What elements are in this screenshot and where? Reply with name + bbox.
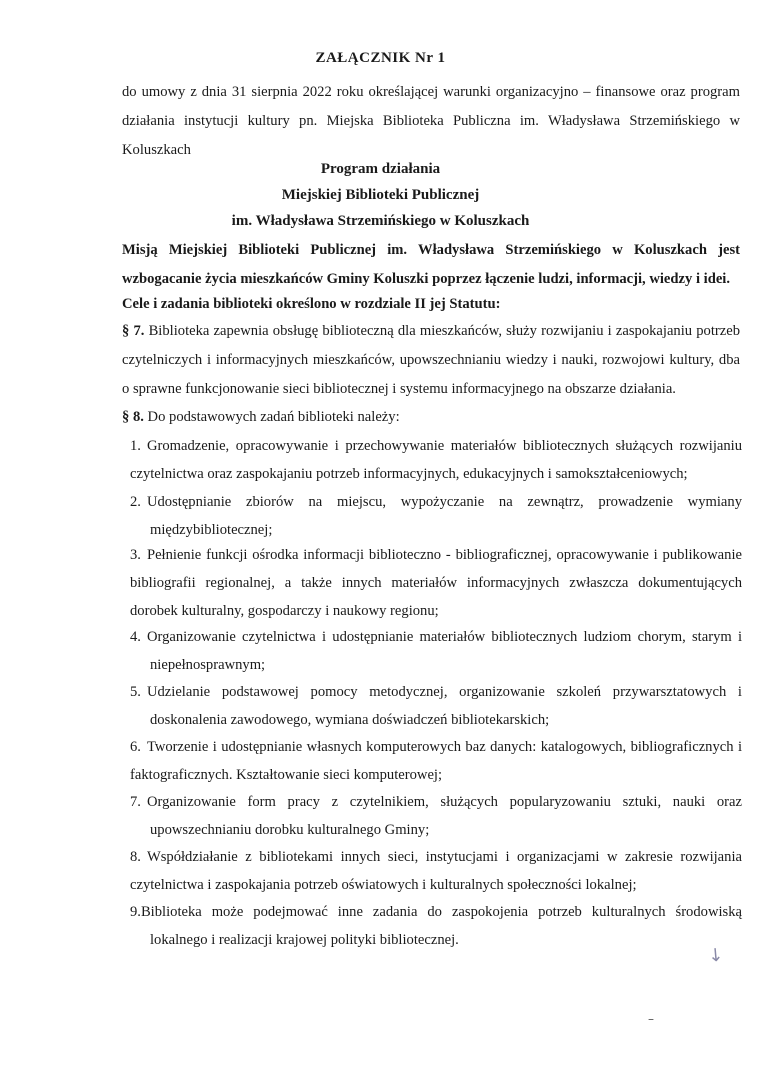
task-item-9 — [130, 898, 742, 954]
task-text: Udzielanie podstawowej pomocy metodycznej, organizowanie szkoleń przywarsztatowych i doskonalenia zawodowego, wymiana doświadczeń bibliotekarskich; — [146, 684, 742, 728]
task-item-8 — [130, 843, 742, 899]
task-item-4 — [130, 623, 742, 679]
task-text: Tworzenie i udostępnianie własnych komputerowych baz danych: katalogowych, bibliograficznych i faktograficznych. Kształtowanie sieci komputerowej; — [130, 739, 742, 783]
task-number: 5. — [130, 684, 141, 700]
program-title-line-1: Program działania — [320, 161, 441, 177]
pen-mark-icon: ↘ — [703, 941, 729, 968]
section-8 — [122, 403, 740, 432]
task-text: Pełnienie funkcji ośrodka informacji biblioteczno - bibliograficznej, opracowywanie i publikowanie bibliografii regionalnej, a także innych materiałów informacyjnych zwłaszcza dokumentujących dorobek kulturalny, gospodarczy i naukowy regionu; — [130, 547, 742, 619]
section-8-text: Do podstawowych zadań biblioteki należy: — [147, 409, 400, 425]
task-number: 7. — [130, 794, 141, 810]
task-item-6 — [130, 733, 742, 789]
task-number: 1. — [130, 438, 141, 454]
goals-heading: Cele i zadania biblioteki określono w rozdziale II jej Statutu: — [122, 296, 501, 312]
task-item-7 — [130, 788, 742, 844]
task-text: Gromadzenie, opracowywanie i przechowywanie materiałów bibliotecznych służących rozwijaniu czytelnictwa oraz zaspokajaniu potrzeb informacyjnych, edukacyjnych i samokształceniowych; — [130, 438, 742, 482]
task-text: Udostępnianie zbiorów na miejscu, wypożyczanie na zewnątrz, prowadzenie wymiany międzybibliotecznej; — [146, 494, 742, 538]
attachment-title: ZAŁĄCZNIK Nr 1 — [315, 50, 446, 66]
intro-paragraph: do umowy z dnia 31 sierpnia 2022 roku określającej warunki organizacyjno – finansowe oraz program działania instytucji kultury pn. Miejska Biblioteka Publiczna im. Władysława Strzemińskiego w Koluszkach — [122, 84, 740, 158]
task-number: 8. — [130, 849, 141, 865]
section-7-text: Biblioteka zapewnia obsługę biblioteczną dla mieszkańców, służy rozwijaniu i zaspokajaniu potrzeb czytelniczych i informacyjnych mieszkańców, upowszechnianiu wiedzy i nauki, rozwojowi kultury, dba o sprawne funkcjonowanie sieci bibliotecznej i systemu informacyjnego na obszarze działania. — [122, 323, 740, 397]
task-text: Współdziałanie z bibliotekami innych sieci, instytucjami i organizacjami w zakresie rozwijania czytelnictwa i zaspokajania potrzeb oświatowych i kulturalnych społeczności lokalnej; — [130, 849, 742, 893]
task-number: 9. — [130, 904, 141, 920]
task-item-5 — [130, 678, 742, 734]
task-text: Biblioteka może podejmować inne zadania do zaspokojenia potrzeb kulturalnych środowiską lokalnego i realizacji krajowej polityki bibliotecznej. — [140, 904, 742, 948]
section-7-label: § 7. — [122, 323, 145, 339]
section-7 — [122, 317, 740, 404]
task-text: Organizowanie czytelnictwa i udostępnianie materiałów bibliotecznych ludziom chorym, starym i niepełnosprawnym; — [146, 629, 742, 673]
mission-statement: Misją Miejskiej Biblioteki Publicznej im. Władysława Strzemińskiego w Koluszkach jest wzbogacanie życia mieszkańców Gminy Koluszki poprzez łączenie ludzi, informacji, wiedzy i idei. — [122, 242, 740, 287]
task-item-3 — [130, 541, 742, 625]
task-number: 3. — [130, 547, 141, 563]
program-title-line-3: im. Władysława Strzemińskiego w Koluszkach — [231, 213, 530, 229]
task-number: 4. — [130, 629, 141, 645]
task-item-2 — [130, 488, 742, 544]
task-number: 6. — [130, 739, 141, 755]
task-number: 2. — [130, 494, 141, 510]
section-8-label: § 8. — [122, 409, 144, 425]
task-item-1 — [130, 432, 742, 488]
dash-mark-icon: – — [648, 1012, 654, 1026]
task-text: Organizowanie form pracy z czytelnikiem, służących popularyzowaniu sztuki, nauki oraz upowszechnianiu dorobku kulturalnego Gminy; — [146, 794, 742, 838]
program-title — [0, 156, 761, 234]
program-title-line-2: Miejskiej Biblioteki Publicznej — [281, 187, 480, 203]
